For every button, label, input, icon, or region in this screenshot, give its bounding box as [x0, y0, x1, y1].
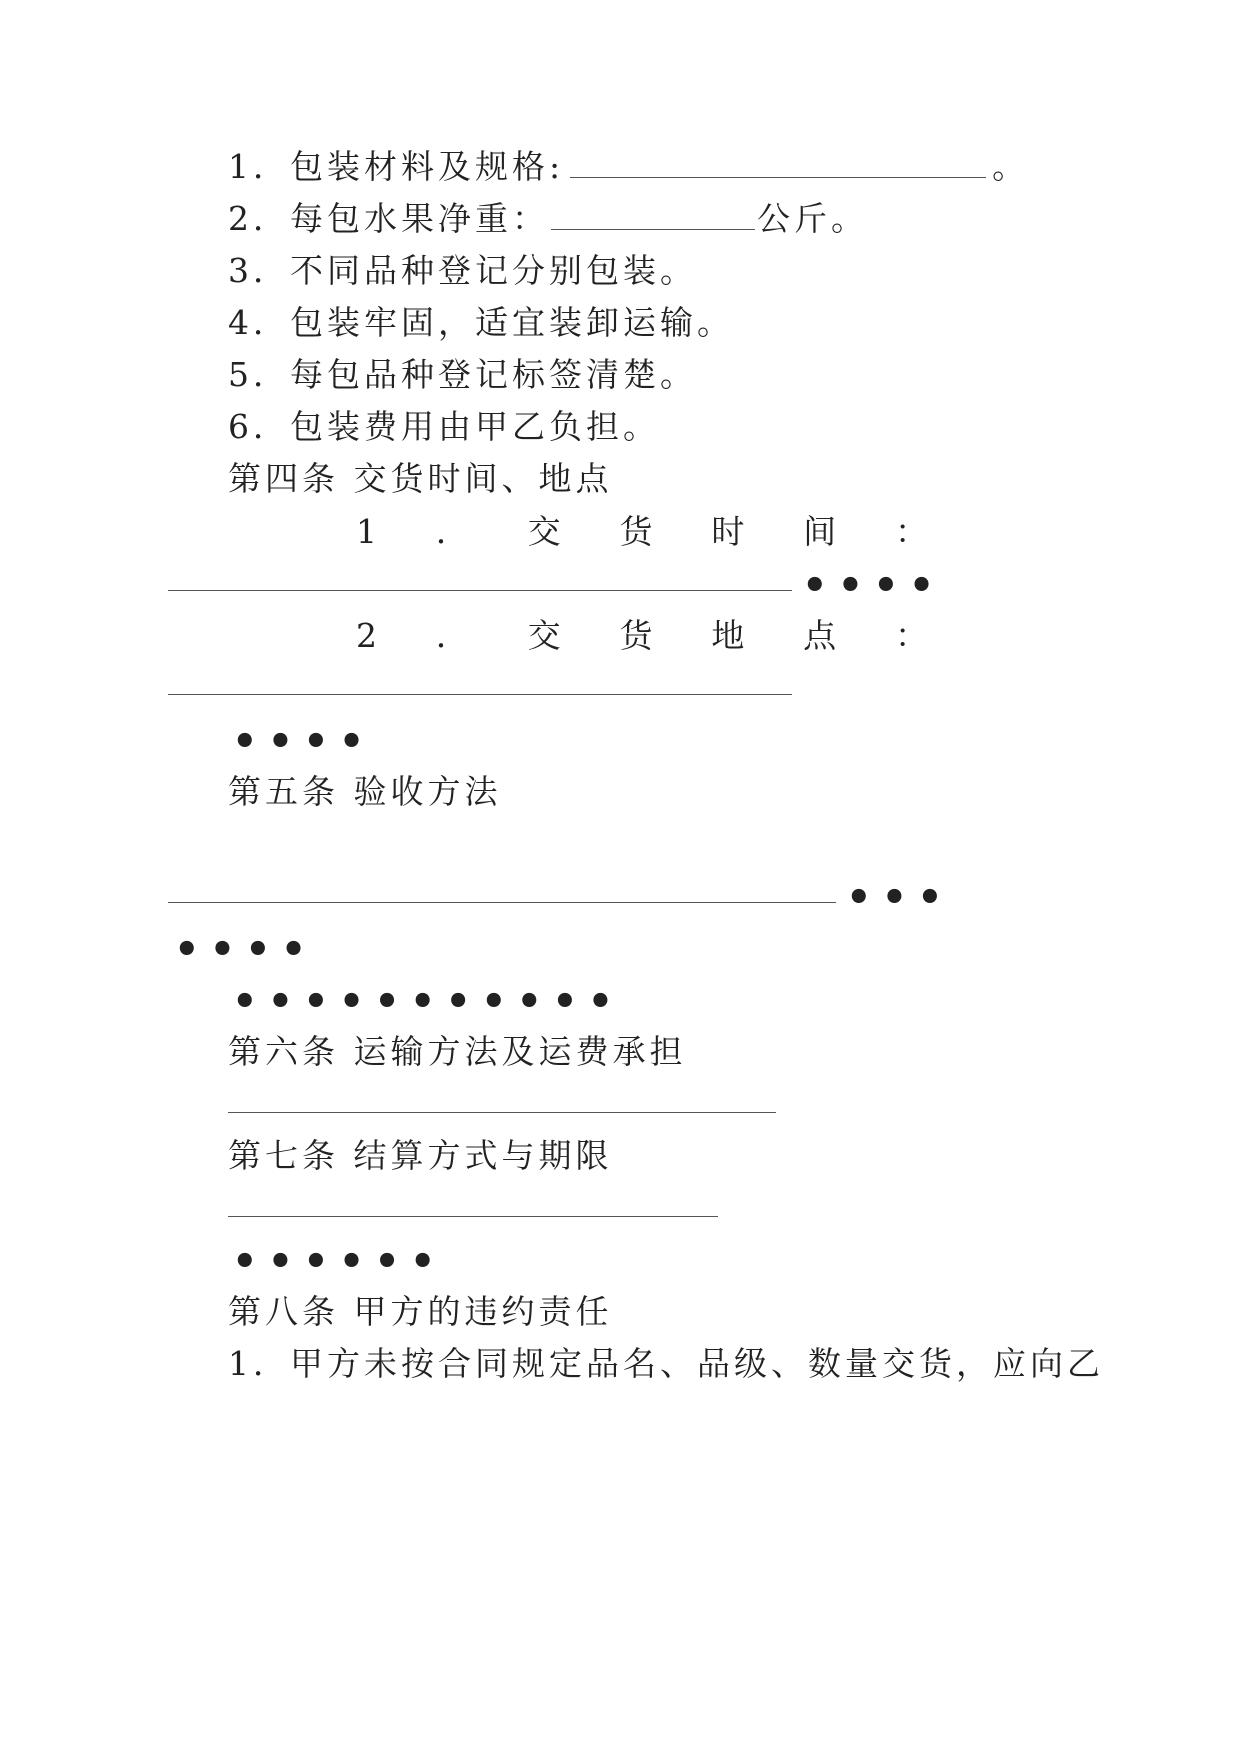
packaging-item-2 — [228, 197, 868, 241]
article-8-item-1: 1．甲方未按合同规定品名、品级、数量交货，应向乙 — [228, 1344, 1104, 1383]
packaging-item-6: 6．包装费用由甲乙负担。 — [228, 407, 660, 446]
delivery-place-char: 货 — [619, 616, 653, 655]
delivery-place-char: 2 — [356, 616, 377, 655]
inspection-method-blank[interactable] — [168, 902, 836, 903]
delivery-place-char: ． — [435, 616, 469, 655]
delivery-place-char: 点 — [803, 616, 837, 655]
delivery-time-char: 货 — [619, 512, 653, 551]
article-6-title: 第六条 运输方法及运费承担 — [228, 1032, 687, 1071]
delivery-place-dots: •••• — [232, 718, 375, 765]
packaging-item-1 — [228, 145, 1029, 189]
delivery-place-blank[interactable] — [168, 694, 792, 695]
transport-method-blank[interactable] — [228, 1112, 776, 1113]
delivery-time-char: 1 — [356, 512, 377, 551]
delivery-time-char: ： — [894, 512, 928, 551]
article-4-title: 第四条 交货时间、地点 — [228, 459, 613, 498]
packaging-spec-blank[interactable] — [570, 147, 986, 178]
packaging-item-1-end: 。 — [992, 147, 1030, 186]
delivery-time-dots: •••• — [802, 562, 945, 609]
delivery-time-char: 交 — [527, 512, 561, 551]
inspection-dots-c: ••••••••••• — [232, 978, 624, 1025]
packaging-item-2-unit: 公斤。 — [757, 199, 868, 238]
packaging-item-2-label: 2．每包水果净重： — [228, 199, 549, 238]
packaging-item-3: 3．不同品种登记分别包装。 — [228, 251, 697, 290]
inspection-dots-b: •••• — [174, 926, 317, 973]
delivery-time-char: ． — [435, 512, 469, 551]
delivery-place-char: ： — [894, 616, 928, 655]
packaging-item-5: 5．每包品种登记标签清楚。 — [228, 355, 697, 394]
packaging-item-1-label: 1．包装材料及规格: — [228, 147, 565, 186]
inspection-dots-a: ••• — [846, 874, 953, 921]
settlement-method-blank[interactable] — [228, 1216, 718, 1217]
article-7-title: 第七条 结算方式与期限 — [228, 1136, 613, 1175]
delivery-time-blank[interactable] — [168, 590, 792, 591]
delivery-time-label — [356, 510, 928, 554]
delivery-time-char: 间 — [803, 512, 837, 551]
delivery-time-char: 时 — [711, 512, 745, 551]
packaging-item-4: 4．包装牢固，适宜装卸运输。 — [228, 303, 734, 342]
settlement-dots: •••••• — [232, 1238, 446, 1285]
net-weight-blank[interactable] — [551, 199, 755, 230]
delivery-place-label — [356, 614, 928, 658]
delivery-place-char: 交 — [527, 616, 561, 655]
article-8-title: 第八条 甲方的违约责任 — [228, 1292, 613, 1331]
article-5-title: 第五条 验收方法 — [228, 772, 502, 811]
delivery-place-char: 地 — [711, 616, 745, 655]
